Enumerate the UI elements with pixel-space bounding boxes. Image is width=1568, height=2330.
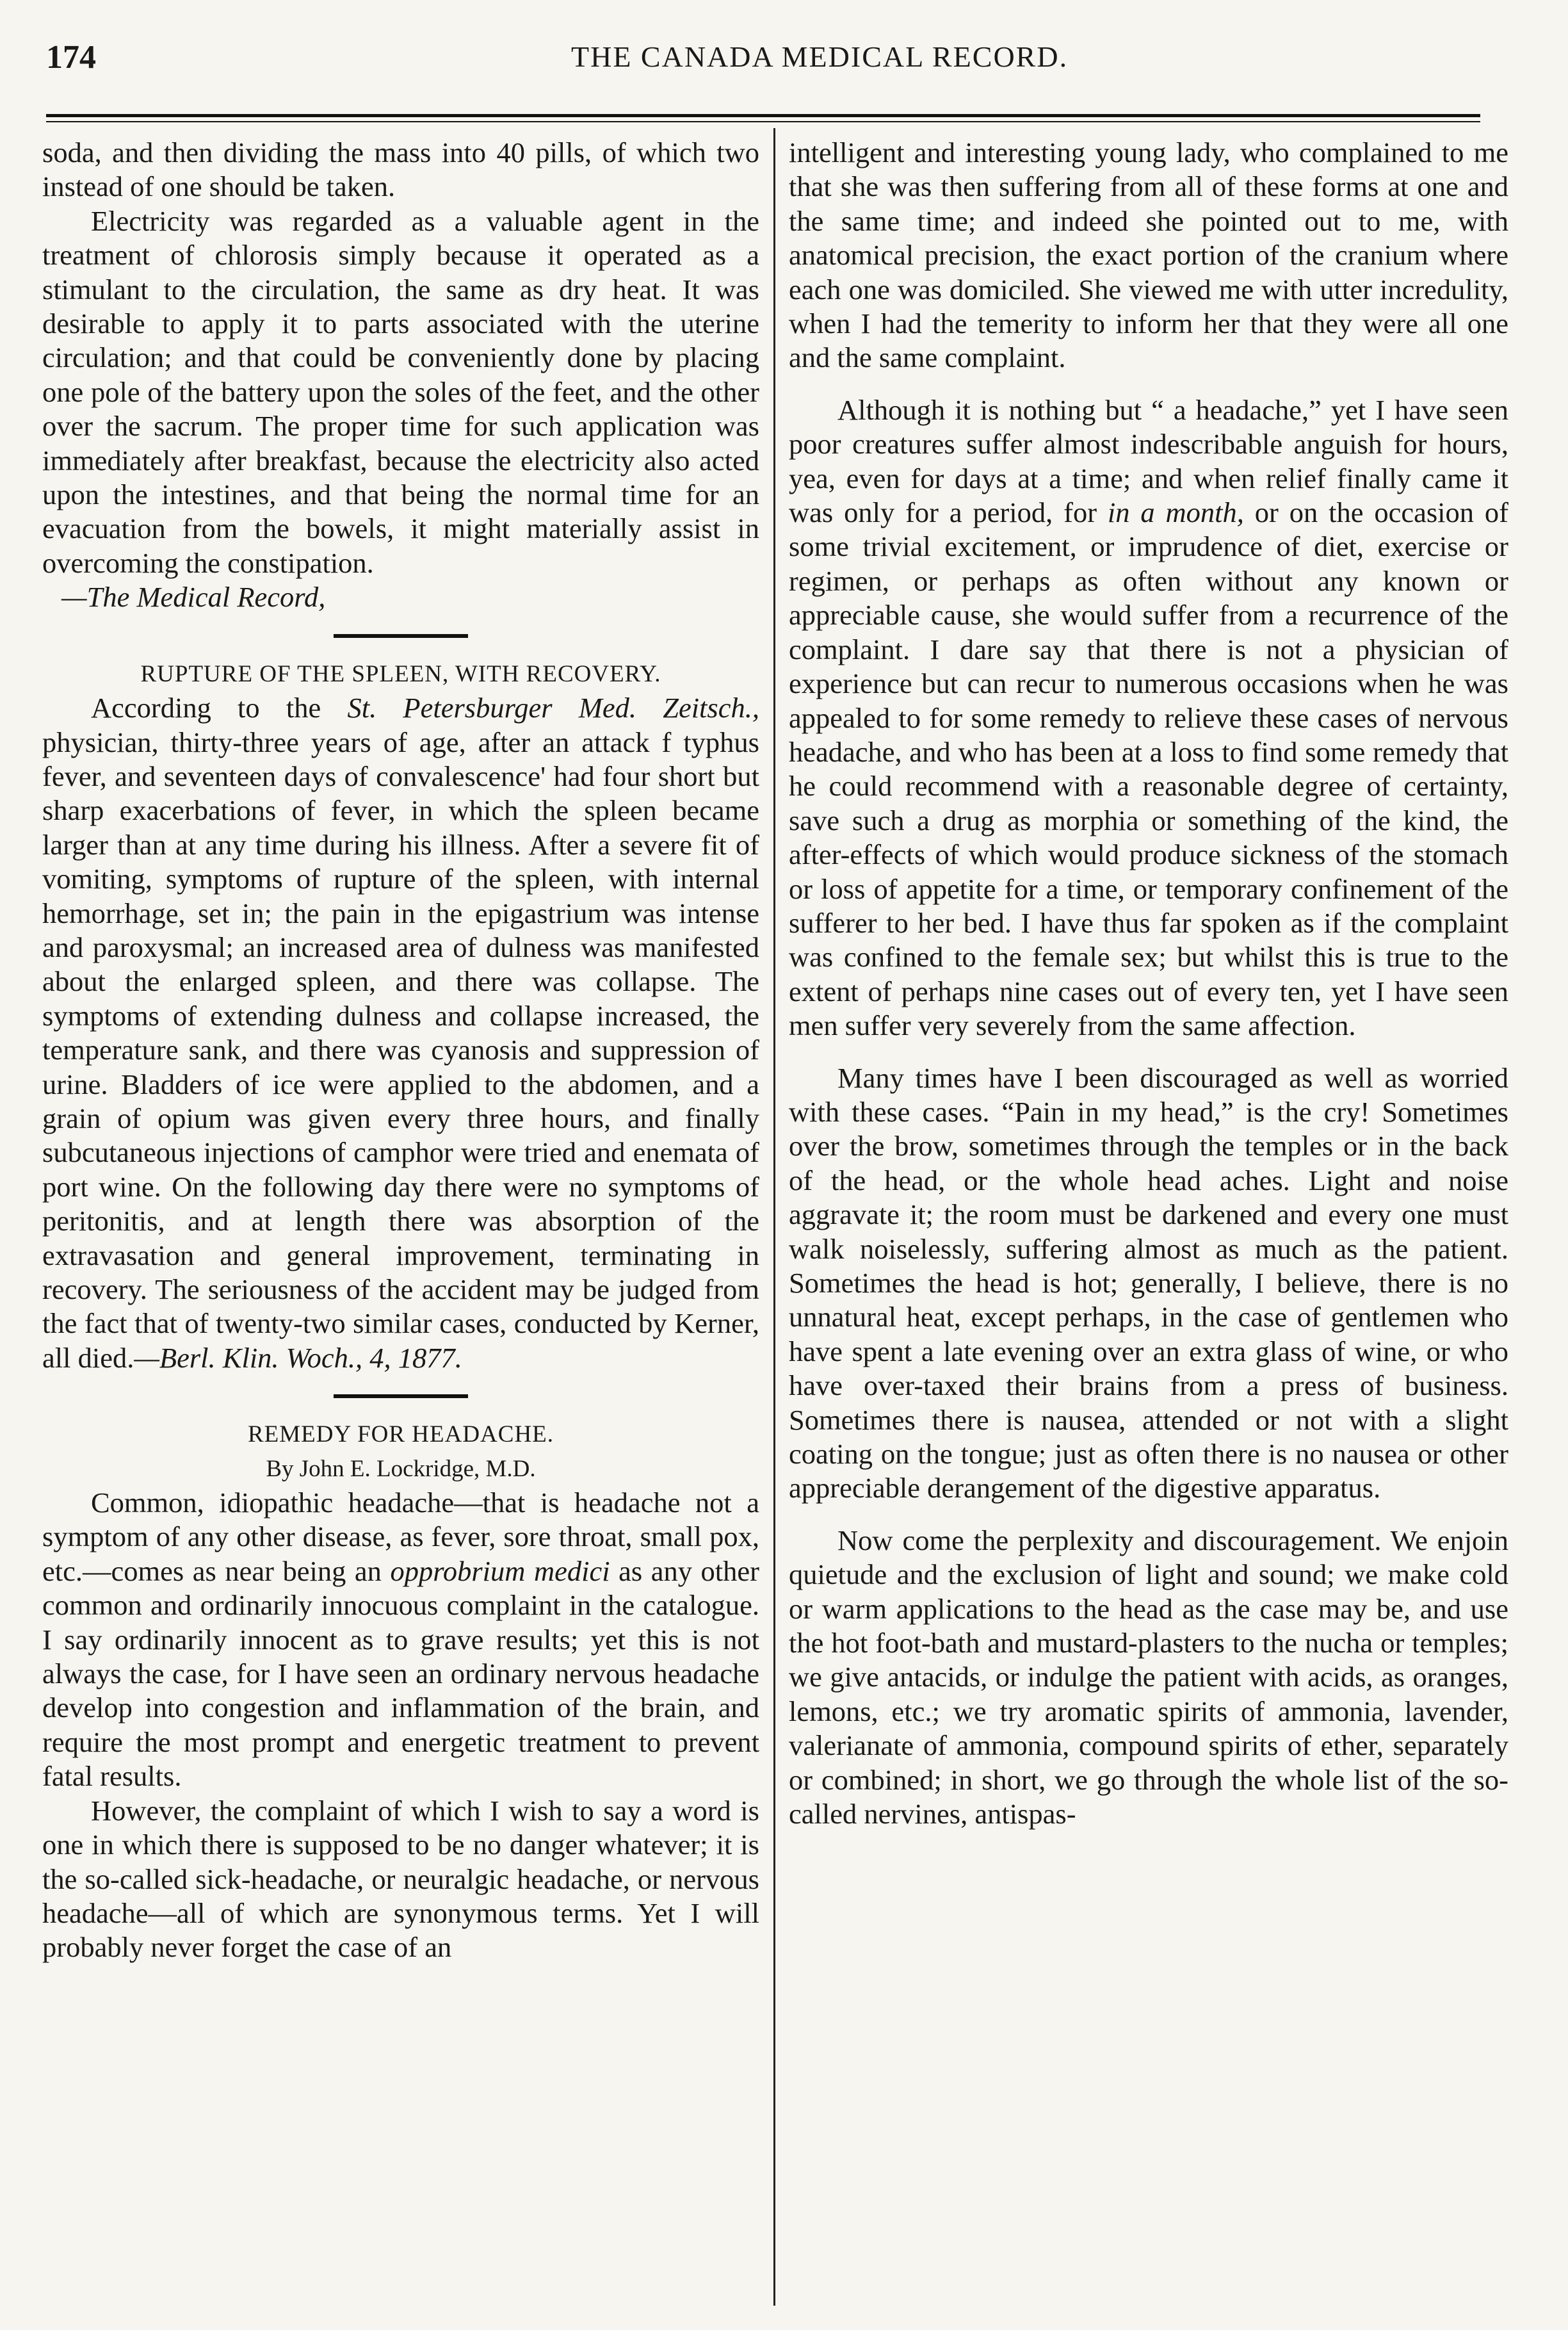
electricity-paragraph: Electricity was regarded as a valuable agent in the treatment of chlorosis simply because it operated as a stimulant to the circulation, the same as dry heat. It was desirable to apply it to parts associated with the uterine circulation; and that could be conveniently done by placing one pole of the battery upon the soles of the feet, and the other over the sacrum. The proper time for such application was immediately after breakfast, because the electricity also acted upon the intestines, and that being the normal time for an evacuation from the bowels, it might materially assist in overcoming the constipation. <box>42 204 759 579</box>
pain-in-head-paragraph: Many times have I been discouraged as well as worried with these cases. “Pain in my head,” is the cry! Sometimes over the brow, sometimes through the temples or in the back of the head, or the whole head aches. Light and noise aggravate it; the room must be darkened and every one must walk noiselessly, suffering almost as much as the patient. Sometimes the head is hot; generally, I believe, there is no unnatural heat, except perhaps, in the case of gentlemen who have spent a late evening over an extra glass of wine, or who have over-taxed their brains from a press of business. Sometimes there is nausea, attended or not with a slight coating on the tongue; just as often there is no nausea or other appreciable derangement of the digestive apparatus. <box>789 1061 1508 1504</box>
section-separator-2 <box>334 1394 468 1398</box>
column-divider <box>773 128 775 2306</box>
right-column <box>789 136 1508 1832</box>
section-separator <box>334 634 468 638</box>
header-rule-thin <box>46 121 1480 122</box>
remedy-byline: By John E. Lockridge, M.D. <box>266 1455 536 1482</box>
page-number: 174 <box>46 39 96 76</box>
rupture-citation: —Berl. Klin. Woch., 4, 1877. <box>134 1341 462 1374</box>
header-rule-thick <box>46 114 1480 117</box>
medical-record-citation: —The Medical Record, <box>61 581 326 614</box>
latin-term: opprobrium medici <box>390 1554 610 1587</box>
remedy-heading: REMEDY FOR HEADACHE. <box>247 1421 554 1448</box>
running-title: THE CANADA MEDICAL RECORD. <box>571 40 1069 73</box>
chlorosis-paragraph-end: soda, and then dividing the mass into 40 pills, of which two instead of one should be taken. <box>42 136 759 203</box>
rupture-heading: RUPTURE OF THE SPLEEN, WITH RECOVERY. <box>140 660 661 687</box>
page-header <box>46 33 1480 91</box>
rupture-paragraph: According to the St. Petersburger Med. Zeitsch., physician, thirty-three years of age, after an attack f typhus fever, and seventeen days of convalescence' had four short but sharp exacerbations of fever, in which the spleen became larger than at any time during his illness. After a severe fit of vomiting, symptoms of rupture of the spleen, with internal hemorrhage, set in; the pain in the epigastrium was intense and paroxysmal; an increased area of dulness was manifested about the enlarged spleen, and there was collapse. The symptoms of extending dulness and collapse increased, the temperature sank, and there was cyanosis and suppression of urine. Bladders of ice were applied to the abdomen, and a grain of opium was given every three hours, and finally subcutaneous injections of camphor were tried and enemata of port wine. On the following day there were no symptoms of peritonitis, and at length there was absorption of the extravasation and general improvement, terminating in recovery. The seriousness of the accident may be judged from the fact that of twenty-two similar cases, conducted by Kerner, all died.—Berl. Klin. Woch., 4, 1877. <box>42 692 759 1374</box>
anguish-paragraph: Although it is nothing but “ a headache,” yet I have seen poor creatures suffer almost indescribable anguish for hours, yea, even for days at a time; and when relief finally came it was only for a period, for in a month, or on the occasion of some trivial excitement, or imprudence of diet, exercise or regimen, or perhaps as often without any known or appreciable cause, she would suffer from a recurrence of the complaint. I dare say that there is not a physician of experience but can recur to numerous occasions when he was appealed to for some remedy to relieve these cases of nervous headache, and who has been at a loss to find some remedy that he could recommend with a reasonable degree of certainty, save such a drug as morphia or something of the kind, the after-effects of which would produce sickness of the stomach or loss of appetite for a time, or temporary confinement of the sufferer to her bed. I have thus far spoken as if the complaint was confined to the female sex; but whilst this is true to the extent of perhaps nine cases out of every ten, yet I have seen men suffer very severely from the same affection. <box>789 393 1508 1042</box>
remedy-paragraph-1: Common, idiopathic headache—that is headache not a symptom of any other disease, as fever, sore throat, small pox, etc.—comes as near being an opprobrium medici as any other common and ordinarily innocuous complaint in the catalogue. I say ordinarily innocent as to grave results; yet this is not always the case, for I have seen an ordinary nervous headache develop into congestion and inflammation of the brain, and require the most prompt and energetic treatment to prevent fatal results. <box>42 1487 759 1793</box>
in-a-month: in a month, <box>1107 496 1244 529</box>
journal-name: St. Petersburger Med. Zeitsch., <box>347 692 759 724</box>
perplexity-paragraph: Now come the perplexity and discouragement. We enjoin quietude and the exclusion of light and sound; we make cold or warm applications to the head as the case may be, and use the hot foot-bath and mustard-plasters to the nucha or temples; we give antacids, or indulge the patient with acids, as oranges, lemons, etc.; we try aromatic spirits of ammonia, lavender, valerianate of ammonia, compound spirits of ether, separately or combined; in short, we go through the whole list of the so-called nervines, antispas- <box>789 1524 1508 1830</box>
remedy-paragraph-2: However, the complaint of which I wish to say a word is one in which there is supposed to be no danger whatever; it is the so-called sick-headache, or neuralgic headache, or nervous headache—all of which are synonymous terms. Yet I will probably never forget the case of an <box>42 1794 759 1964</box>
young-lady-paragraph: intelligent and interesting young lady, who complained to me that she was then suffering from all of these forms at one and the same time; and indeed she pointed out to me, with anatomical precision, the exact portion of the cranium where each one was domiciled. She viewed me with utter incredulity, when I had the temerity to inform her that they were all one and the same complaint. <box>789 136 1508 374</box>
left-column <box>42 136 759 1965</box>
